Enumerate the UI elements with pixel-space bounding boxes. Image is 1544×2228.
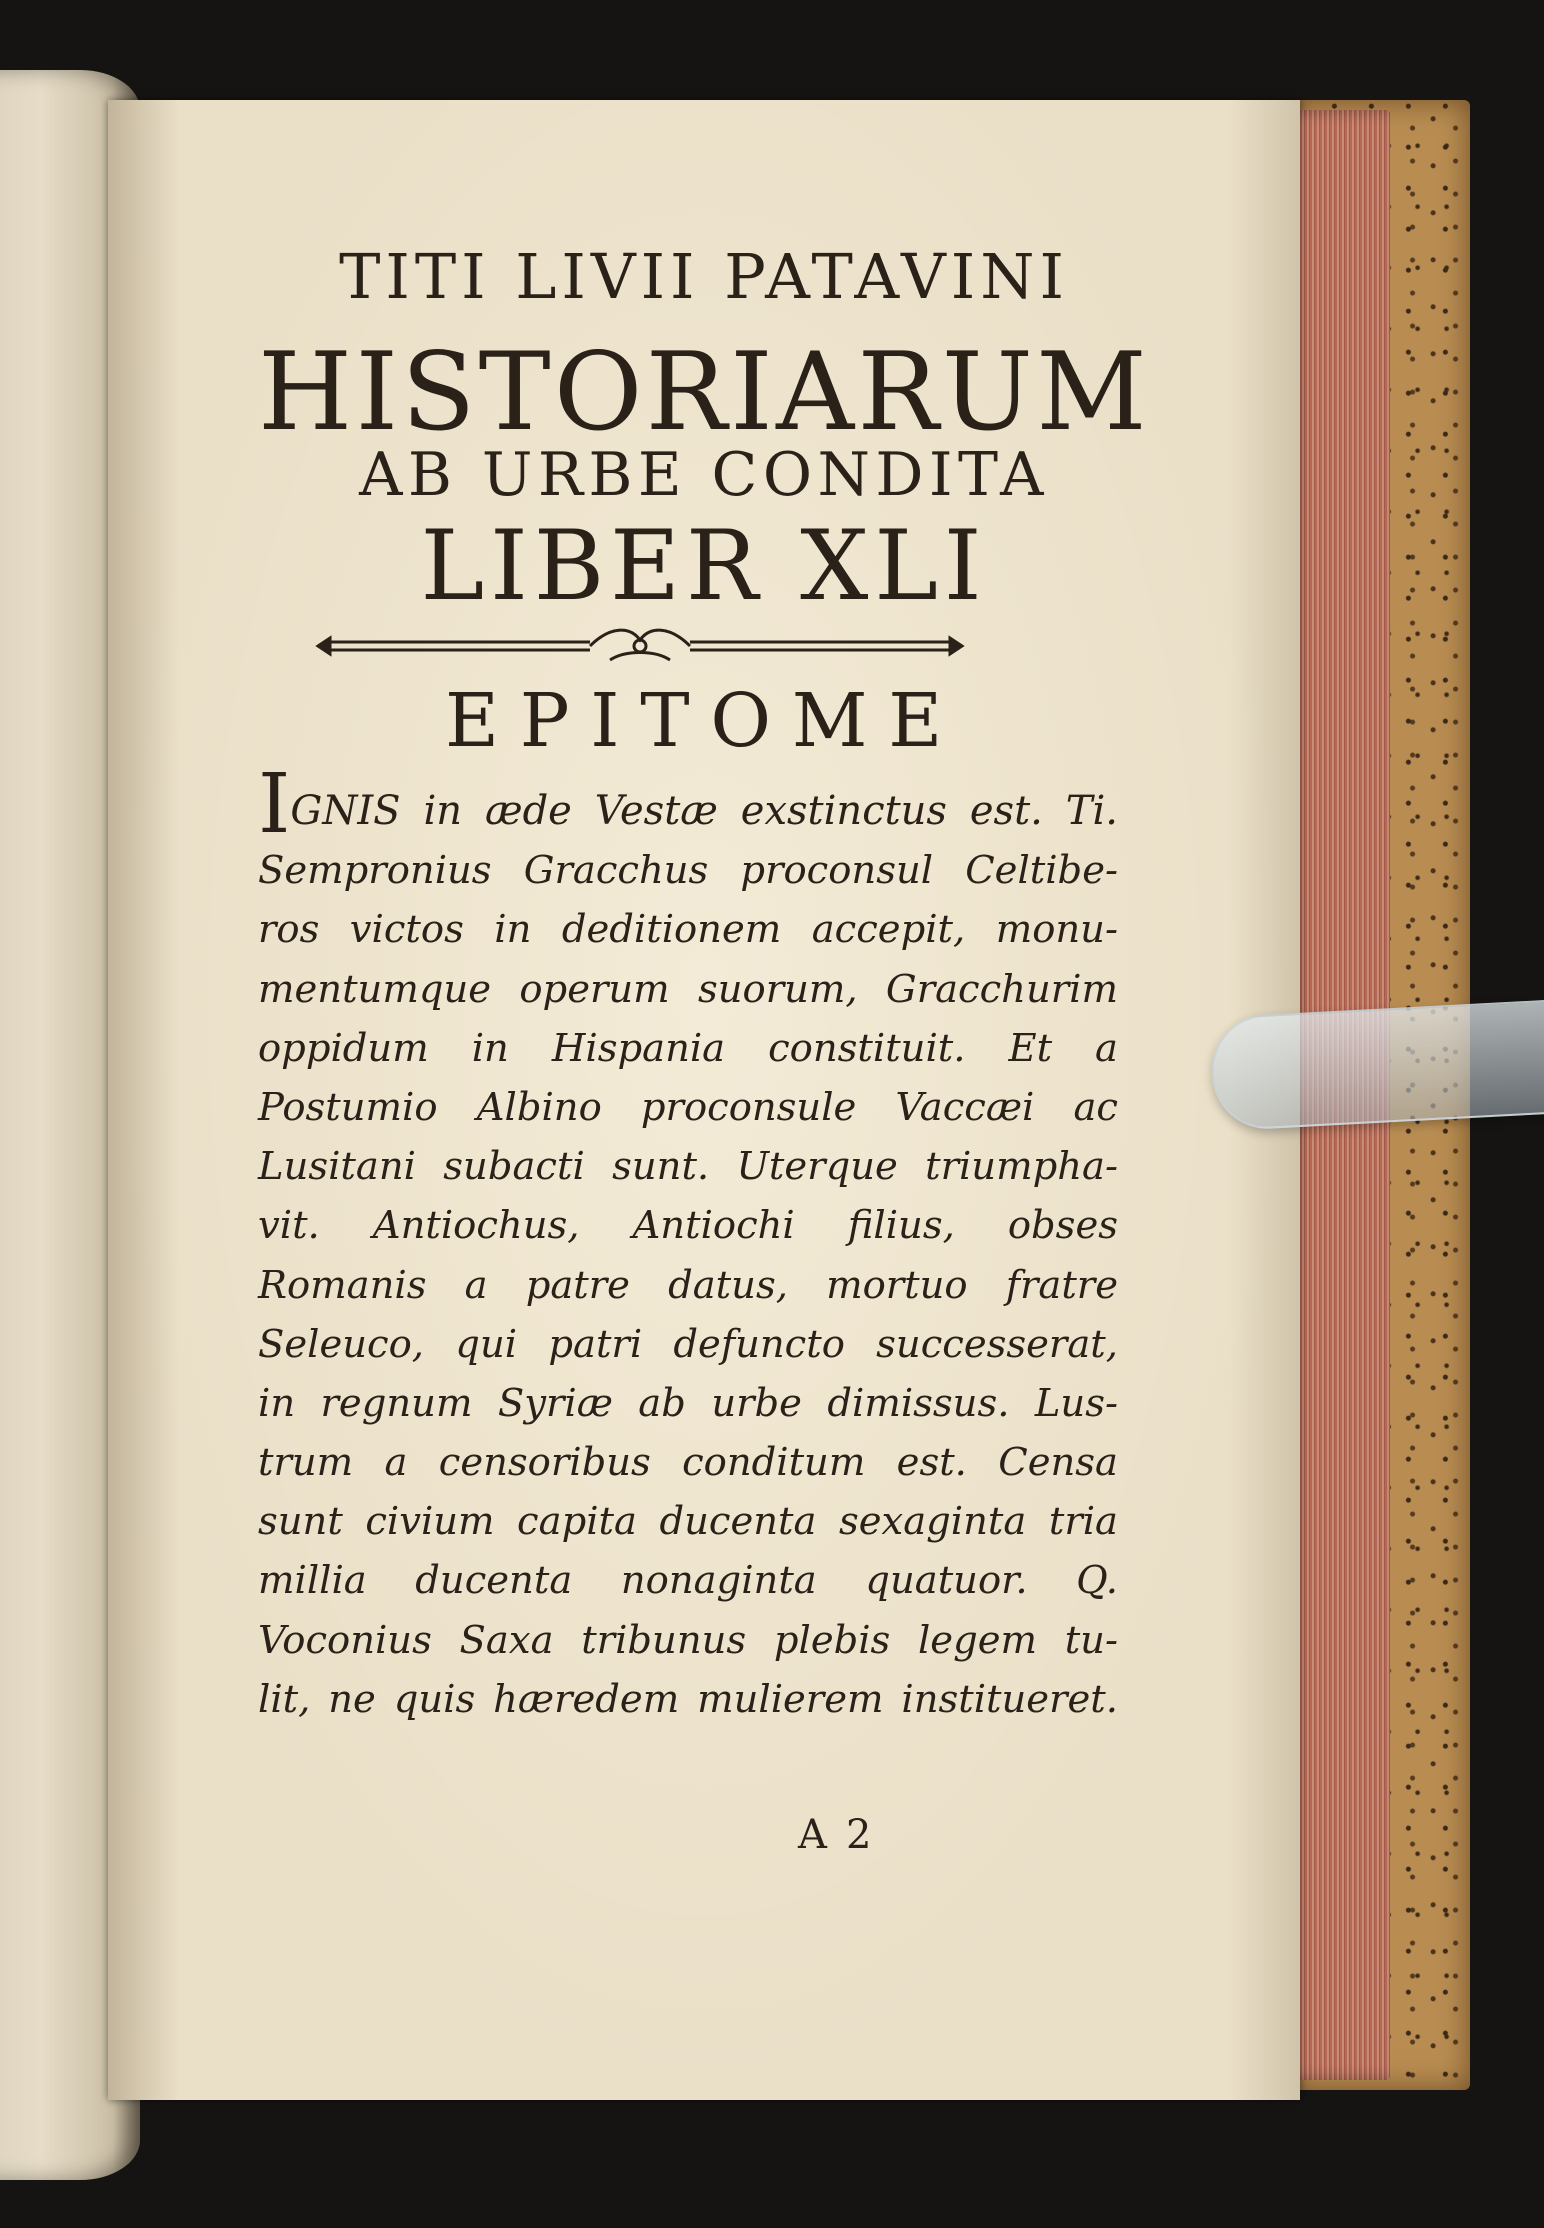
text-line: Postumio Albino proconsule Vaccæi ac (258, 1084, 1118, 1130)
text-line: vit. Antiochus, Antiochi filius, obses (258, 1203, 1118, 1249)
text-line: lit, ne quis hæredem mulierem institueret. (258, 1676, 1118, 1722)
text-line: millia ducenta nonaginta quatuor. Q. (258, 1558, 1118, 1604)
ornamental-rule (310, 620, 970, 670)
recto-page (108, 100, 1300, 2100)
text-line: sunt civium capita ducenta sexaginta tria (258, 1499, 1118, 1545)
heading-work: HISTORIARUM (258, 330, 1150, 455)
text-line-content: GNIS in æde Vestæ exstinctus est. Ti. (290, 788, 1118, 834)
text-line: Voconius Saxa tribunus plebis legem tu- (258, 1617, 1118, 1663)
text-line: mentumque operum suorum, Gracchurim (258, 966, 1118, 1012)
drop-cap: I (258, 757, 291, 852)
page-clip (1209, 999, 1544, 1132)
text-line: Romanis a patre datus, mortuo fratre (258, 1262, 1118, 1308)
text-line: oppidum in Hispania constituit. Et a (258, 1025, 1118, 1071)
text-line: trum a censoribus conditum est. Censa (258, 1440, 1118, 1486)
text-line: Seleuco, qui patri defuncto successerat, (258, 1321, 1118, 1367)
text-line: ros victos in deditionem accepit, monu- (258, 907, 1118, 953)
heading-author: TITI LIVII PATAVINI (339, 240, 1069, 313)
section-title: EPITOME (445, 678, 963, 764)
text-line: Lusitani subacti sunt. Uterque triumpha- (258, 1144, 1118, 1190)
text-line: Sempronius Gracchus proconsul Celtibe- (258, 848, 1118, 894)
heading-book-number: LIBER XLI (420, 510, 988, 622)
epitome-body (258, 757, 1118, 1729)
signature-mark: A 2 (798, 1812, 875, 1858)
text-line (258, 757, 1118, 852)
text-line: in regnum Syriæ ab urbe dimissus. Lus- (258, 1380, 1118, 1426)
heading-subtitle: AB URBE CONDITA (359, 440, 1049, 510)
